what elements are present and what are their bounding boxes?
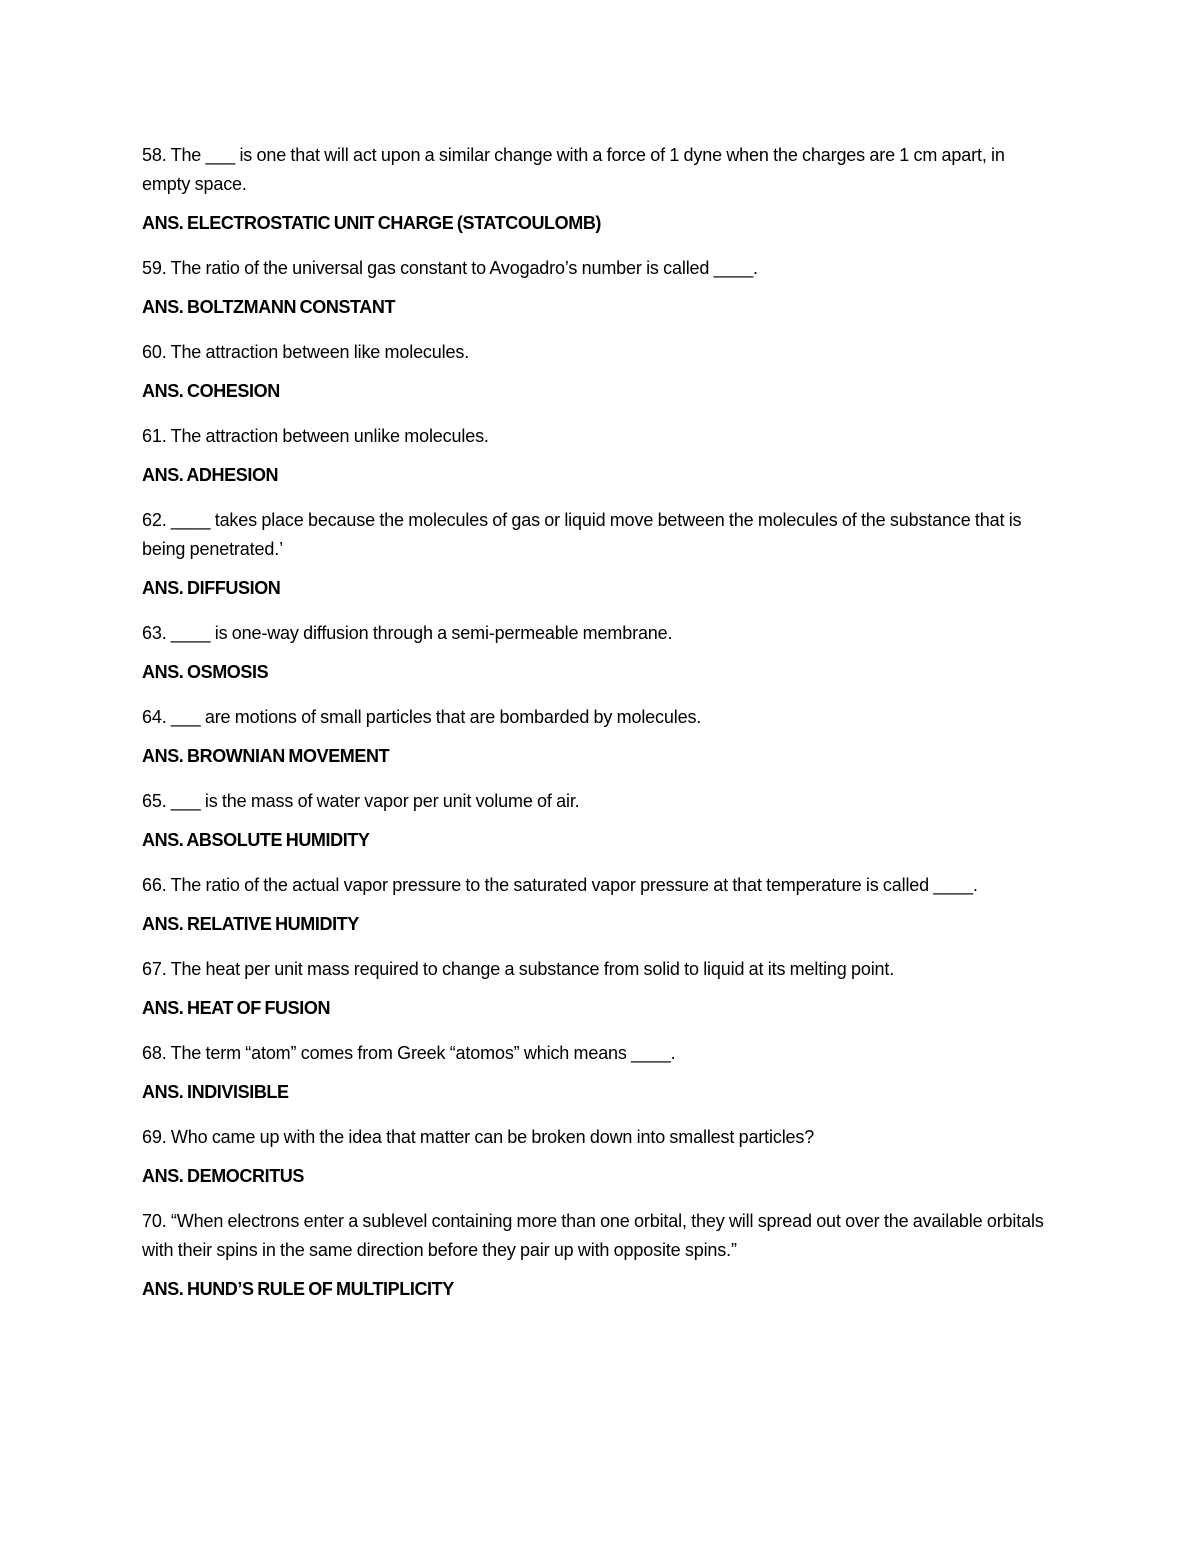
qa-item-59 <box>142 254 1047 322</box>
answer-66: ANS. RELATIVE HUMIDITY <box>142 914 359 934</box>
question-69: 69. Who came up with the idea that matter can be broken down into smallest particles? <box>142 1127 815 1147</box>
question-61: 61. The attraction between unlike molecules. <box>142 426 489 446</box>
answer-68: ANS. INDIVISIBLE <box>142 1082 289 1102</box>
question-65: 65. ___ is the mass of water vapor per unit volume of air. <box>142 791 580 811</box>
qa-item-61 <box>142 422 1047 490</box>
question-62: 62. ____ takes place because the molecules of gas or liquid move between the molecules of the substance that is being penetrated.’ <box>142 510 1022 559</box>
qa-item-67 <box>142 955 1047 1023</box>
question-59: 59. The ratio of the universal gas constant to Avogadro’s number is called ____. <box>142 258 758 278</box>
answer-62: ANS. DIFFUSION <box>142 578 281 598</box>
question-67: 67. The heat per unit mass required to change a substance from solid to liquid at its melting point. <box>142 959 895 979</box>
qa-item-64 <box>142 703 1047 771</box>
answer-59: ANS. BOLTZMANN CONSTANT <box>142 297 396 317</box>
qa-item-70 <box>142 1207 1047 1304</box>
qa-item-63 <box>142 619 1047 687</box>
document-page <box>142 141 1047 1320</box>
answer-60: ANS. COHESION <box>142 381 280 401</box>
question-64: 64. ___ are motions of small particles that are bombarded by molecules. <box>142 707 702 727</box>
qa-item-69 <box>142 1123 1047 1191</box>
question-68: 68. The term “atom” comes from Greek “atomos” which means ____. <box>142 1043 676 1063</box>
answer-70: ANS. HUND’S RULE OF MULTIPLICITY <box>142 1279 454 1299</box>
answer-69: ANS. DEMOCRITUS <box>142 1166 305 1186</box>
answer-65: ANS. ABSOLUTE HUMIDITY <box>142 830 370 850</box>
answer-58: ANS. ELECTROSTATIC UNIT CHARGE (STATCOULOMB) <box>142 213 602 233</box>
answer-61: ANS. ADHESION <box>142 465 279 485</box>
question-63: 63. ____ is one-way diffusion through a semi-permeable membrane. <box>142 623 673 643</box>
answer-63: ANS. OSMOSIS <box>142 662 269 682</box>
qa-item-60 <box>142 338 1047 406</box>
question-70: 70. “When electrons enter a sublevel containing more than one orbital, they will spread out over the available orbitals with their spins in the same direction before they pair up with opposite spins.” <box>142 1211 1044 1260</box>
qa-item-62 <box>142 506 1047 603</box>
qa-item-66 <box>142 871 1047 939</box>
answer-64: ANS. BROWNIAN MOVEMENT <box>142 746 390 766</box>
question-58: 58. The ___ is one that will act upon a similar change with a force of 1 dyne when the charges are 1 cm apart, in empty space. <box>142 145 1005 194</box>
qa-item-68 <box>142 1039 1047 1107</box>
question-60: 60. The attraction between like molecules. <box>142 342 470 362</box>
qa-item-65 <box>142 787 1047 855</box>
question-66: 66. The ratio of the actual vapor pressure to the saturated vapor pressure at that temperature is called ____. <box>142 875 978 895</box>
qa-item-58 <box>142 141 1047 238</box>
answer-67: ANS. HEAT OF FUSION <box>142 998 331 1018</box>
